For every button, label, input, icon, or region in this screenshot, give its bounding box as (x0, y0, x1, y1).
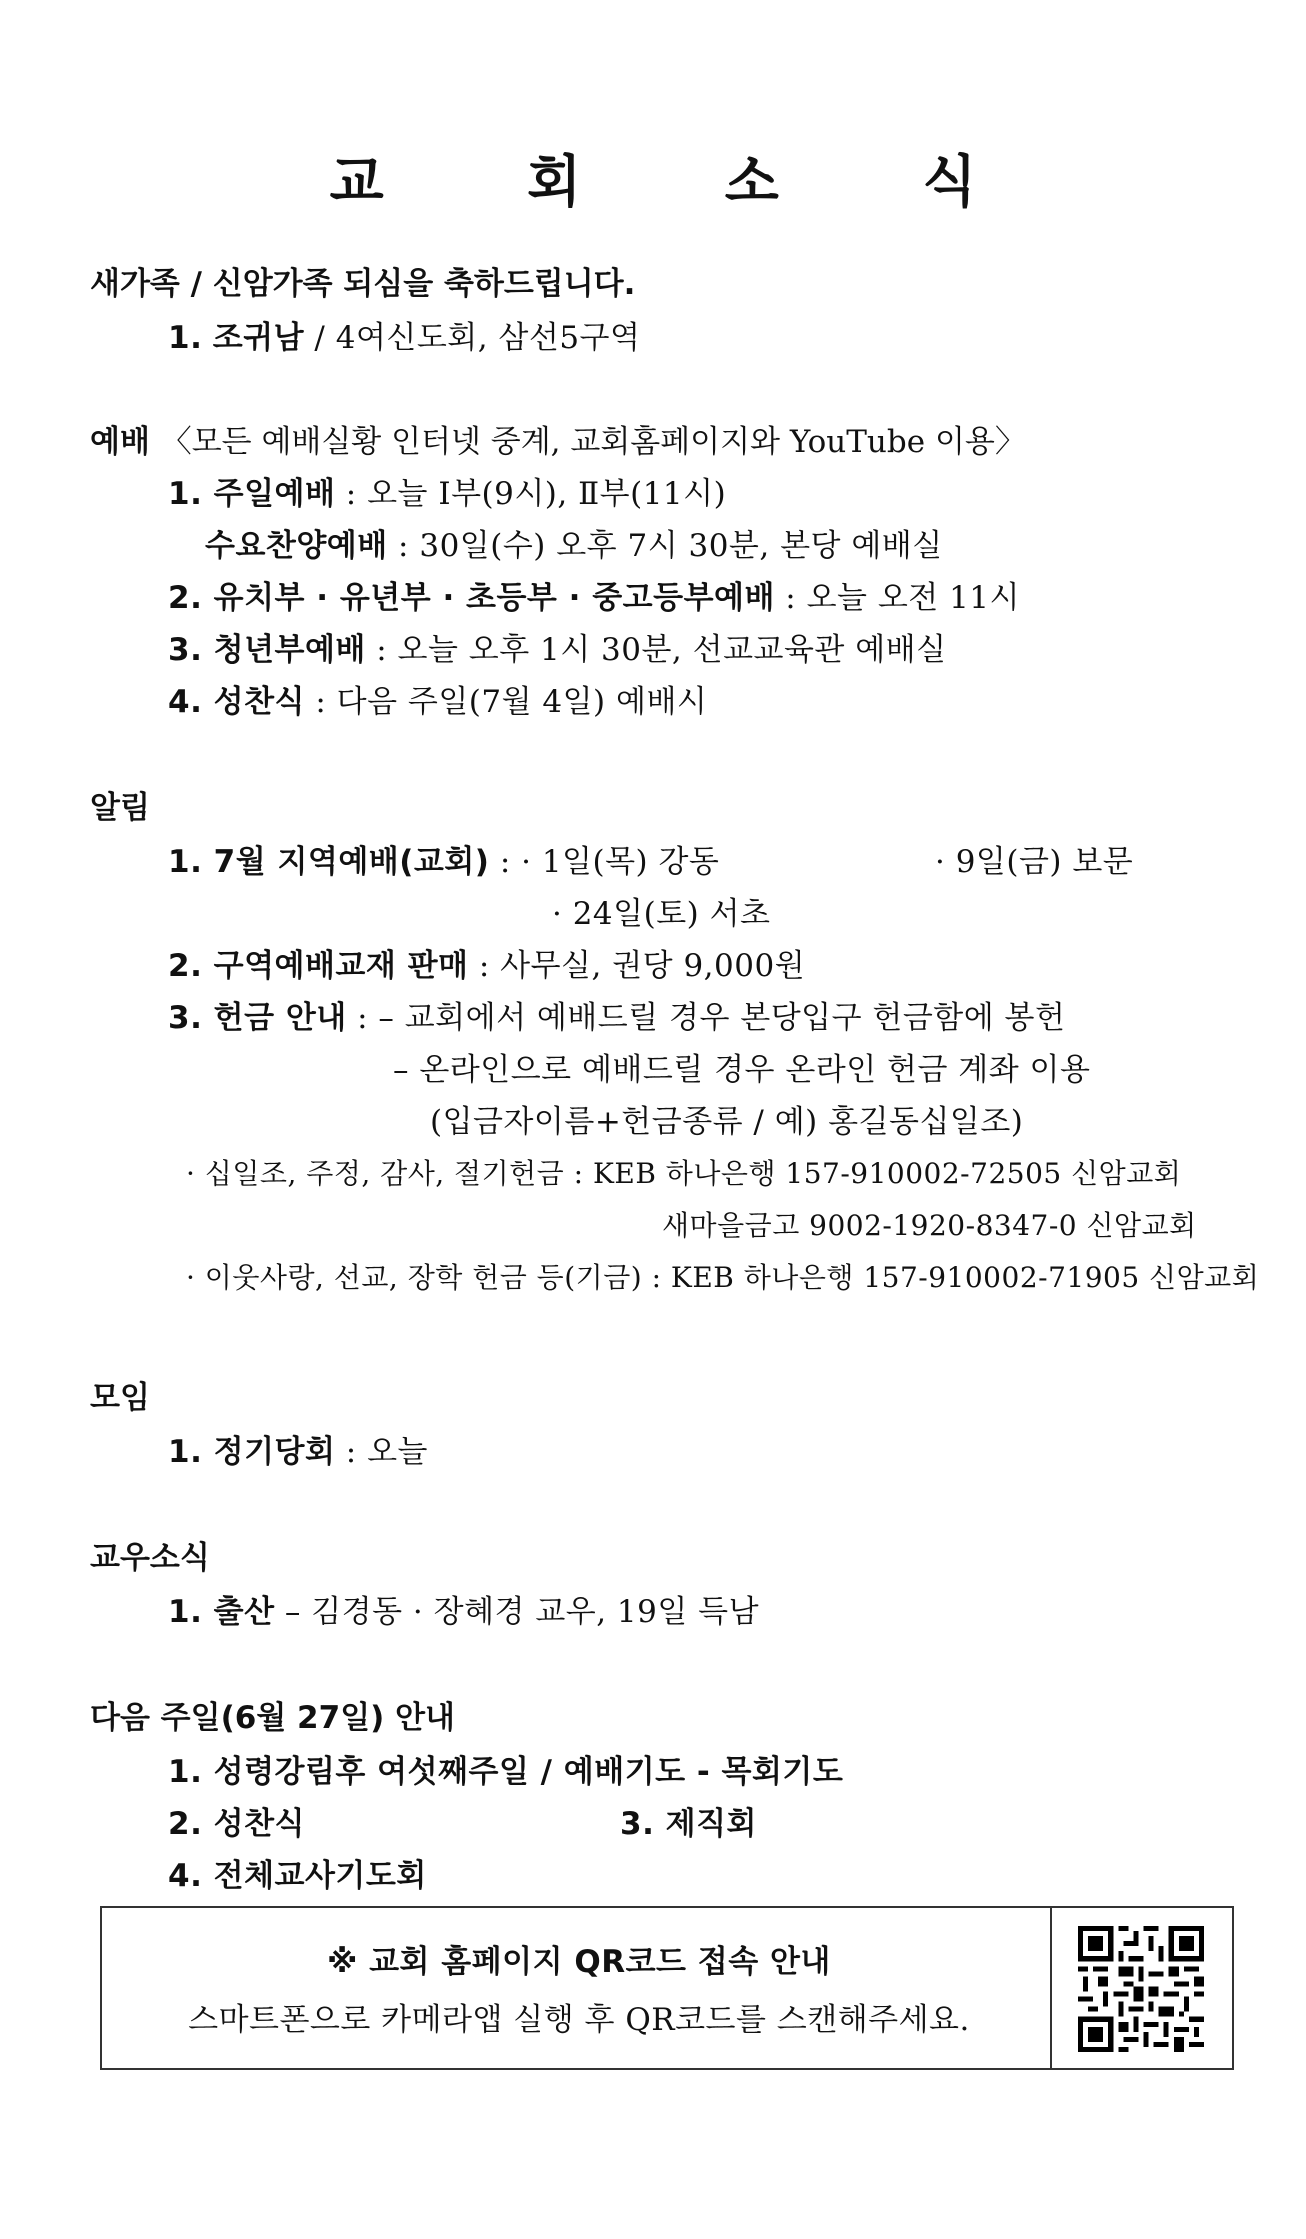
meeting-text: : 오늘 (335, 1434, 428, 1470)
next-line-3: 3. 제직회 (620, 1806, 757, 1842)
members-label: 1. 출산 (168, 1594, 275, 1630)
worship-line-2 (205, 520, 943, 565)
notice-regional-third: · 24일(토) 서초 (552, 896, 771, 932)
notice-offering-online: – 온라인으로 예배드릴 경우 온라인 헌금 계좌 이용 (393, 1052, 1091, 1088)
qr-divider (1050, 1908, 1052, 2068)
next-line-4: 4. 전체교사기도회 (168, 1858, 427, 1894)
worship-line-3 (168, 572, 1020, 617)
qr-code-icon[interactable] (1078, 1926, 1204, 2052)
meeting-line-1 (168, 1426, 428, 1471)
account-line-2: 새마을금고 9002-1920-8347-0 신암교회 (662, 1209, 1197, 1242)
notice-label-offering: 3. 헌금 안내 (168, 1000, 347, 1036)
notice-label-textbook: 2. 구역예배교재 판매 (168, 948, 469, 984)
worship-text-wednesday: : 30일(수) 오후 7시 30분, 본당 예배실 (387, 528, 943, 564)
worship-text-youth: : 오늘 오전 11시 (774, 580, 1020, 616)
next-line-2: 2. 성찬식 (168, 1806, 305, 1842)
meeting-label: 1. 정기당회 (168, 1434, 336, 1470)
worship-line-5 (168, 676, 707, 721)
members-heading: 교우소식 (90, 1540, 210, 1576)
worship-label-youth: 2. 유치부 · 유년부 · 초등부 · 중고등부예배 (168, 580, 775, 616)
worship-heading-label: 예배 (90, 424, 150, 460)
account-line-3: · 이웃사랑, 선교, 장학 헌금 등(기금) : KEB 하나은행 157-910002-71905 신암교회 (186, 1261, 1260, 1294)
next-line-1 (168, 1746, 843, 1791)
page-title: 교 회 소 식 (329, 150, 1039, 215)
notice-line-2 (168, 940, 805, 985)
notice-line-3 (168, 992, 1065, 1037)
worship-label-communion: 4. 성찬식 (168, 684, 305, 720)
notice-text-textbook: : 사무실, 권당 9,000원 (468, 948, 806, 984)
new-family-heading: 새가족 / 신암가족 되심을 축하드립니다. (90, 266, 636, 302)
next-week-heading: 다음 주일(6월 27일) 안내 (90, 1700, 455, 1736)
new-family-item (168, 312, 640, 357)
members-text: – 김경동 · 장혜경 교우, 19일 득남 (274, 1594, 760, 1630)
new-family-detail: / 4여신도회, 삼선5구역 (304, 320, 641, 356)
worship-label-wednesday: 수요찬양예배 (205, 528, 388, 564)
worship-heading-note: 〈모든 예배실황 인터넷 중계, 교회홈페이지와 YouTube 이용〉 (160, 424, 1026, 460)
worship-line-1 (168, 468, 726, 513)
worship-text-sunday: : 오늘 Ⅰ부(9시), Ⅱ부(11시) (335, 476, 727, 512)
qr-instructions: 스마트폰으로 카메라앱 실행 후 QR코드를 스캔해주세요. (188, 2002, 970, 2038)
notice-offering-example: (입금자이름+헌금종류 / 예) 홍길동십일조) (430, 1104, 1024, 1140)
members-line-1 (168, 1586, 759, 1631)
worship-text-communion: : 다음 주일(7월 4일) 예배시 (304, 684, 708, 720)
account-line-1: · 십일조, 주정, 감사, 절기헌금 : KEB 하나은행 157-910002-72505 신암교회 (186, 1157, 1182, 1190)
new-family-num: 1. (168, 320, 203, 356)
worship-heading (90, 416, 1026, 461)
new-family-name: 조귀남 (212, 320, 305, 356)
worship-label-young-adult: 3. 청년부예배 (168, 632, 366, 668)
next-text-1-bold: 목회기도 (710, 1754, 844, 1790)
worship-line-4 (168, 624, 947, 669)
notice-line-1 (168, 836, 719, 881)
qr-info-box (100, 1906, 1234, 2070)
qr-title: ※ 교회 홈페이지 QR코드 접속 안내 (327, 1944, 831, 1980)
worship-label-sunday: 1. 주일예배 (168, 476, 336, 512)
notice-label-regional: 1. 7월 지역예배(교회) (168, 844, 490, 880)
notice-text-offering: : – 교회에서 예배드릴 경우 본당입구 헌금함에 봉헌 (346, 1000, 1066, 1036)
worship-text-young-adult: : 오늘 오후 1시 30분, 선교교육관 예배실 (365, 632, 947, 668)
notice-regional-second: · 9일(금) 보문 (935, 844, 1134, 880)
notice-text-regional: : · 1일(목) 강동 (489, 844, 720, 880)
meeting-heading: 모임 (90, 1380, 150, 1416)
next-text-1: 1. 성령강림후 여섯째주일 / 예배기도 - (168, 1754, 711, 1790)
notice-heading: 알림 (90, 790, 150, 826)
